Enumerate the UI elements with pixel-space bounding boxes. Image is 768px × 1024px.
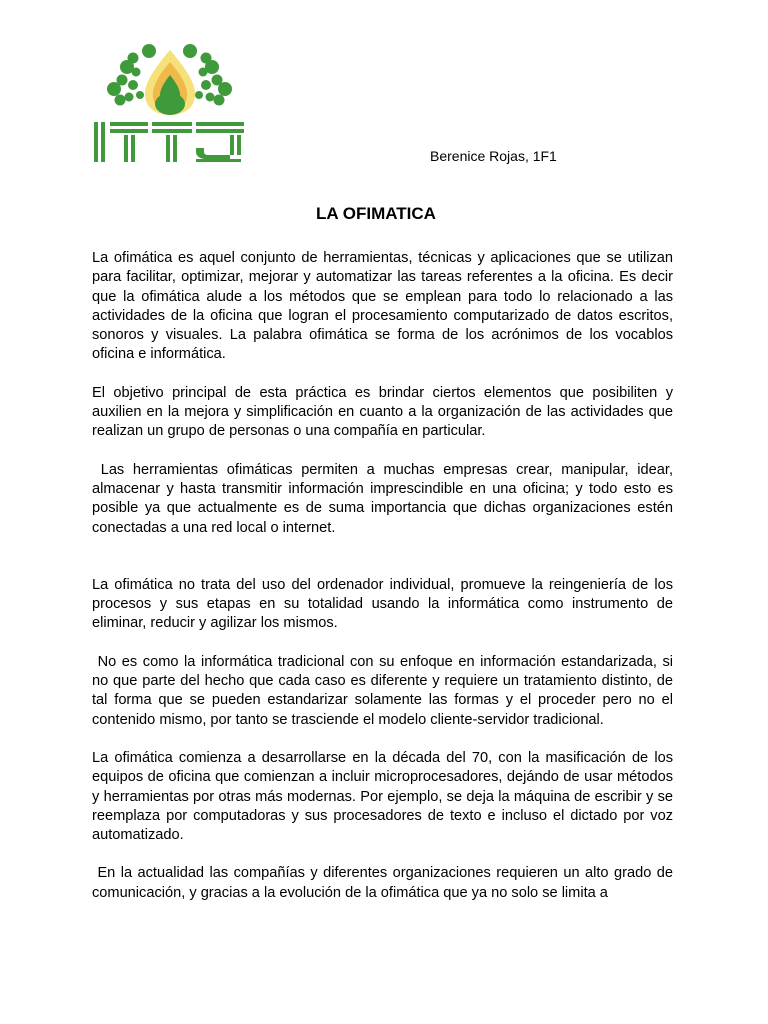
paragraph-tools: Las herramientas ofimáticas permiten a muchas empresas crear, manipular, idear, almacenar y hasta transmitir información imprescindible en una oficina; y todo esto es posible ya que actualmente es de suma importancia que dichas organizaciones estén conectadas a una red local o internet. bbox=[92, 461, 673, 536]
paragraph-definition: La ofimática es aquel conjunto de herramientas, técnicas y aplicaciones que se utilizan para facilitar, optimizar, mejorar y automatizar las tareas referentes a la oficina. Es decir que la ofimática alude a los métodos que se emplean para todo lo relacionado a las actividades de la oficina que logran el procesamiento computarizado de datos escritos, sonoros y visuales. La palabra ofimática se forma de los acrónimos de los vocablos oficina e informática. bbox=[92, 250, 673, 363]
institution-logo-icon bbox=[92, 42, 248, 164]
paragraph-objective: El objetivo principal de esta práctica es brindar ciertos elementos que posibiliten y auxilien en la mejora y simplificación en cuanto a la organización de las actividades que realizan un grupo de personas o una compañía en particular. bbox=[92, 384, 673, 440]
paragraph-history: La ofimática comienza a desarrollarse en la década del 70, con la masificación de los equipos de oficina que comienzan a incluir microprocesadores, dejándo de usar métodos y herramientas por otras más modernas. Por ejemplo, se deja la máquina de escribir y se reemplaza por computadoras y sus procesadores de texto e incluso el dictado por voz automatizado. bbox=[92, 749, 673, 844]
document-body bbox=[92, 249, 673, 903]
paragraph-reengineering: La ofimática no trata del uso del ordenador individual, promueve la reingeniería de los procesos y sus etapas en su totalidad usando la informática como instrumento de eliminar, reducir y agilizar los mismos. bbox=[92, 576, 673, 632]
paragraph-traditional: No es como la informática tradicional con su enfoque en información estandarizada, si no que parte del hecho que cada caso es diferente y requiere un tratamiento distinto, de tal forma que se pueden estandarizar solamente las formas y el proceder pero no el contenido mismo, por tanto se trasciende el modelo cliente-servidor tradicional. bbox=[92, 653, 673, 728]
paragraph-current: En la actualidad las compañías y diferentes organizaciones requieren un alto grado de comunicación, y gracias a la evolución de la ofimática que ya no solo se limita a bbox=[92, 865, 673, 901]
author-line: Berenice Rojas, 1F1 bbox=[430, 148, 557, 164]
document-title: LA OFIMATICA bbox=[316, 204, 436, 223]
